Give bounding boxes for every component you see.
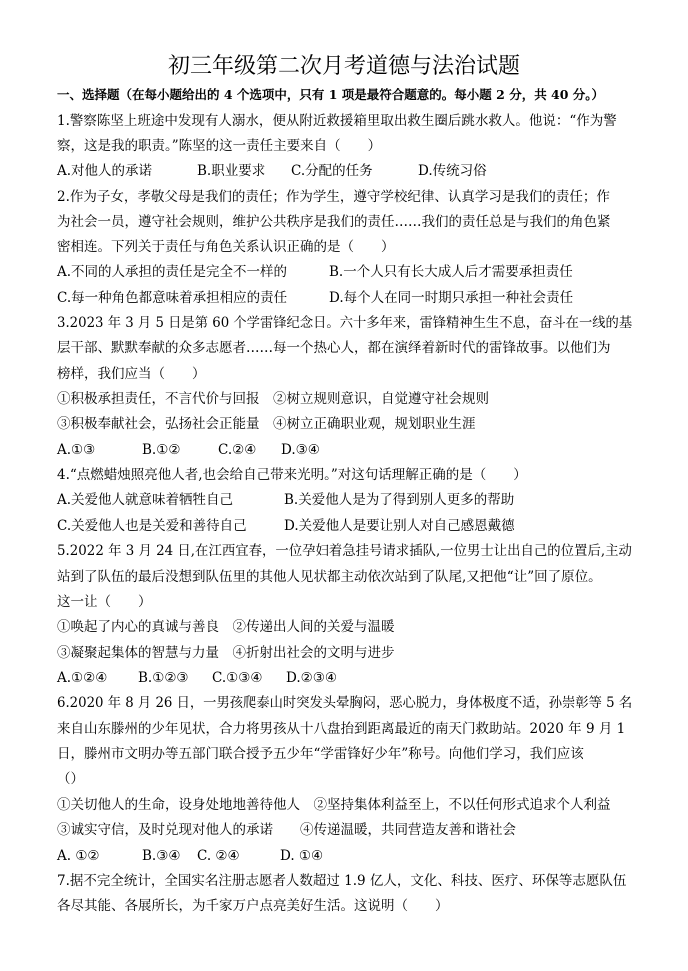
q6-stem-line: 日，滕州市文明办等五部门联合授予五少年“学雷锋好少年”称号。向他们学习，我们应该 xyxy=(57,746,584,762)
q4-option-c: C.关爱他人也是关爱和善待自己 xyxy=(57,518,247,534)
q3-stem-line: 榜样，我们应当（ ） xyxy=(57,366,206,382)
q3-stem-line: 3.2023 年 3 月 5 日是第 60 个学雷锋纪念日。六十多年来，雷锋精神生生不息，奋斗在一线的基 xyxy=(57,315,633,331)
q4-stem-line: 4.“点燃蜡烛照亮他人者,也会给自己带来光明。”对这句话理解正确的是（ ） xyxy=(57,467,527,483)
q3-option-d: D.③④ xyxy=(281,442,320,458)
q5-option-c: C.①③④ xyxy=(212,670,263,686)
q4-option-a: A.关爱他人就意味着牺牲自己 xyxy=(57,492,234,508)
exam-title: 初三年级第二次月考道德与法治试题 xyxy=(167,54,520,79)
q1-stem-line: 察，这是我的职责。”陈坚的这一责任主要来自（ ） xyxy=(57,138,382,154)
q6-option-d: D. ①④ xyxy=(280,848,324,864)
q3-option-b: B.①② xyxy=(142,442,181,458)
q3-option-a: A.①③ xyxy=(57,442,96,458)
q6-option-c: C. ②④ xyxy=(197,848,240,864)
q5-stem-line: 5.2022 年 3 月 24 日,在江西宜春，一位孕妇着急挂号请求插队,一位男士让出自己的位置后,主动 xyxy=(57,543,632,559)
q6-stem-line: （） xyxy=(57,771,84,787)
q6-option-a: A. ①② xyxy=(57,848,100,864)
q6-option-b: B.③④ xyxy=(142,848,181,864)
q3-stem-line: 层干部、默默奉献的众多志愿者……每一个热心人，都在演绎着新时代的雷锋故事。以他们为 xyxy=(57,340,611,356)
q1-stem-line: 1.警察陈坚上班途中发现有人溺水，便从附近救援箱里取出救生圈后跳水救人。他说：“作为警 xyxy=(57,113,617,129)
q1-option-b: B.职业要求 xyxy=(197,163,266,179)
q2-option-b: B.一个人只有长大成人后才需要承担责任 xyxy=(329,264,573,280)
q2-stem-line: 2.作为子女，孝敬父母是我们的责任；作为学生，遵守学校纪律、认真学习是我们的责任；作 xyxy=(57,189,610,205)
q6-statement-line: ③诚实守信，及时兑现对他人的承诺 ④传递温暖，共同营造友善和谐社会 xyxy=(57,822,516,838)
q1-option-a: A.对他人的承诺 xyxy=(57,163,153,179)
q1-option-c: C.分配的任务 xyxy=(291,163,373,179)
q7-stem-line: 各尽其能、各展所长，为千家万户点亮美好生活。这说明（ ） xyxy=(57,898,449,914)
q2-option-c: C.每一种角色都意味着承担相应的责任 xyxy=(57,290,288,306)
q2-option-d: D.每个人在同一时期只承担一种社会责任 xyxy=(329,290,574,306)
q3-statement-line: ③积极奉献社会，弘扬社会正能量 ④树立正确职业观，规划职业生涯 xyxy=(57,416,476,432)
q4-option-b: B.关爱他人是为了得到别人更多的帮助 xyxy=(284,492,515,508)
q6-stem-line: 6.2020 年 8 月 26 日，一男孩爬泰山时突发头晕胸闷，恶心脱力，身体极度不适，孙崇彰等 5 名 xyxy=(57,695,633,711)
q3-statement-line: ①积极承担责任，不言代价与回报 ②树立规则意识，自觉遵守社会规则 xyxy=(57,391,489,407)
q1-option-d: D.传统习俗 xyxy=(418,163,487,179)
q5-option-b: B.①②③ xyxy=(138,670,189,686)
q5-option-a: A.①②④ xyxy=(57,670,108,686)
q5-stem-line: 站到了队伍的最后没想到队伍里的其他人见状都主动依次站到了队尾,又把他“让”回了原位。 xyxy=(57,569,602,585)
q5-stem-line: 这一让（ ） xyxy=(57,594,152,610)
q6-stem-line: 来自山东滕州的少年见状，合力将男孩从十八盘抬到距离最近的南天门救助站。2020 年 9 月 1 xyxy=(57,721,626,737)
q5-statement-line: ③凝聚起集体的智慧与力量 ④折射出社会的文明与进步 xyxy=(57,645,395,661)
section-heading: 一、选择题（在每小题给出的 4 个选项中，只有 1 项是最符合题意的。每小题 2 分，共 40 分。） xyxy=(57,87,605,102)
q6-statement-line: ①关切他人的生命，设身处地地善待他人 ②坚持集体利益至上，不以任何形式追求个人利益 xyxy=(57,797,611,813)
q2-stem-line: 为社会一员，遵守社会规则，维护公共秩序是我们的责任……我们的责任总是与我们的角色紧 xyxy=(57,214,611,230)
q4-option-d: D.关爱他人是要让别人对自己感恩戴德 xyxy=(284,518,515,534)
q5-statement-line: ①唤起了内心的真诚与善良 ②传递出人间的关爱与温暖 xyxy=(57,619,395,635)
q7-stem-line: 7.据不完全统计，全国实名注册志愿者人数超过 1.9 亿人，文化、科技、医疗、环保等志愿队伍 xyxy=(57,873,627,889)
q3-option-c: C.②④ xyxy=(218,442,257,458)
q2-option-a: A.不同的人承担的责任是完全不一样的 xyxy=(57,264,288,280)
q5-option-d: D.②③④ xyxy=(286,670,337,686)
q2-stem-line: 密相连。下列关于责任与角色关系认识正确的是（ ） xyxy=(57,239,395,255)
